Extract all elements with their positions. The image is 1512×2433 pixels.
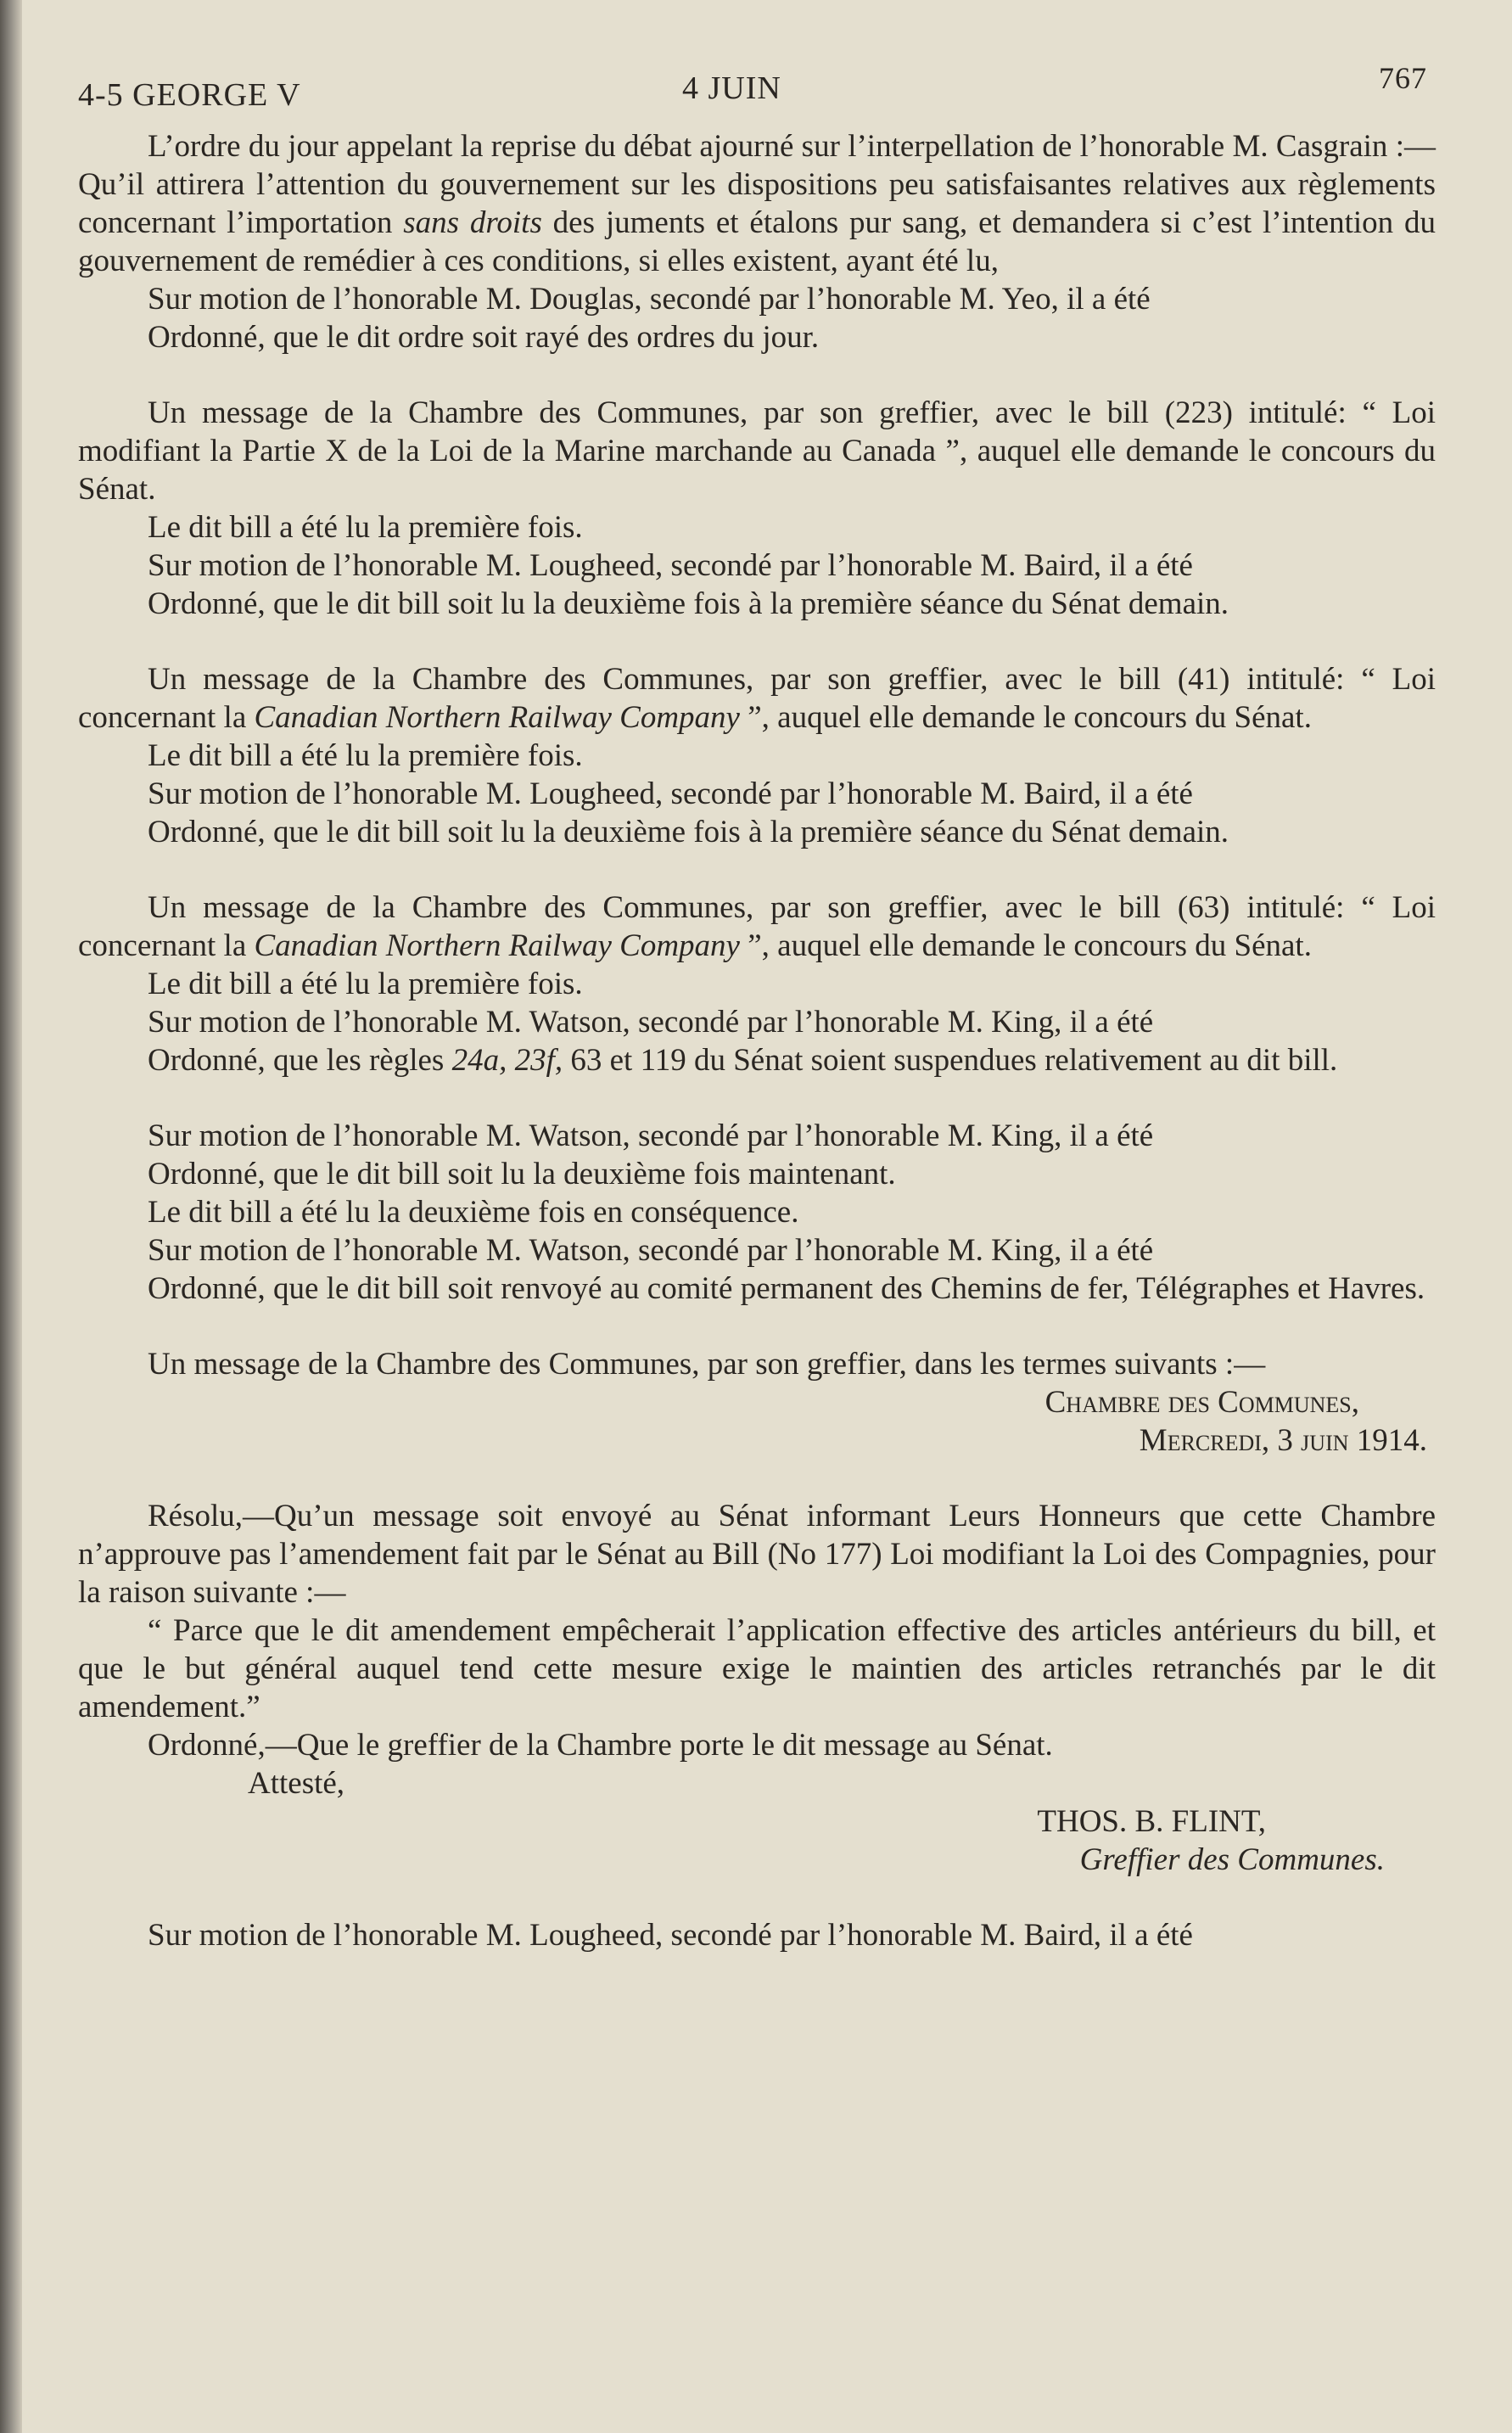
second-reading-line: Le dit bill a été lu la deuxième fois en conséquence.	[148, 1195, 799, 1230]
italic-text: sans droits	[403, 205, 542, 240]
message-bill-63	[78, 889, 1436, 965]
signature-block	[78, 1802, 1436, 1879]
message-date	[78, 1421, 1436, 1460]
motion-line: Sur motion de l’honorable M. Lougheed, secondé par l’honorable M. Baird, il a été	[148, 1918, 1193, 1953]
message-intro: Un message de la Chambre des Communes, par son greffier, dans les termes suivants :—	[148, 1347, 1266, 1382]
text: ”, auquel elle demande le concours du Sénat.	[739, 700, 1312, 735]
motion-line: Sur motion de l’honorable M. Lougheed, secondé par l’honorable M. Baird, il a été	[148, 776, 1193, 811]
motion-line: Sur motion de l’honorable M. Watson, secondé par l’honorable M. King, il a été	[148, 1233, 1154, 1268]
order-line	[78, 1041, 1436, 1079]
message-origin: Chambre des Communes,	[1044, 1385, 1359, 1420]
order-line: Ordonné, que le dit ordre soit rayé des ordres du jour.	[148, 320, 820, 355]
text: Un message de la Chambre des Communes, par son greffier, avec le bill (63) intitulé: “ Loi concernant la	[78, 890, 1436, 963]
signatory-title: Greffier des Communes.	[1079, 1842, 1385, 1877]
message-bill-41	[78, 660, 1436, 737]
order-line: Ordonné, que le dit bill soit lu la deuxième fois à la première séance du Sénat demain.	[148, 815, 1229, 849]
page-number: 767	[1379, 61, 1427, 95]
italic-text: Canadian Northern Railway Company	[254, 928, 740, 963]
page-header	[78, 59, 1436, 127]
order-line: Ordonné, que le dit bill soit lu la deuxième fois à la première séance du Sénat demain.	[148, 586, 1229, 621]
first-reading-line: Le dit bill a été lu la première fois.	[148, 967, 583, 1001]
signatory-name: THOS. B. FLINT,	[1037, 1804, 1266, 1839]
text: L’ordre du jour appelant la reprise du débat ajourné sur l’interpellation de l’honorable M. Casgrain :—Qu’il attirera l’attention du gouvernement sur les dispositions peu satisfaisantes relatives aux règlements concernant l’importation	[78, 129, 1436, 240]
motion-line: Sur motion de l’honorable M. Lougheed, secondé par l’honorable M. Baird, il a été	[148, 548, 1193, 583]
header-session: 4-5 GEORGE V	[78, 77, 301, 113]
motion-line: Sur motion de l’honorable M. Watson, secondé par l’honorable M. King, il a été	[148, 1118, 1154, 1153]
text: des juments et étalons pur sang, et demandera si c’est l’intention du gouvernement de remédier à ces conditions, si elles existent, ayant été lu,	[78, 205, 1436, 278]
order-line: Ordonné,—Que le greffier de la Chambre porte le dit message au Sénat.	[148, 1728, 1053, 1763]
first-reading-line: Le dit bill a été lu la première fois.	[148, 510, 583, 545]
attestation: Attesté,	[248, 1766, 345, 1801]
motion-line: Sur motion de l’honorable M. Watson, secondé par l’honorable M. King, il a été	[148, 1005, 1154, 1040]
motion-line: Sur motion de l’honorable M. Douglas, secondé par l’honorable M. Yeo, il a été	[148, 282, 1151, 317]
binding-gutter	[0, 0, 22, 2433]
document-page	[78, 59, 1436, 1954]
text: Ordonné, que les règles	[148, 1043, 452, 1078]
order-line: Ordonné, que le dit bill soit lu la deuxième fois maintenant.	[148, 1157, 896, 1191]
header-date: 4 JUIN	[682, 70, 781, 106]
message-bill-223: Un message de la Chambre des Communes, par son greffier, avec le bill (223) intitulé: “ Loi modifiant la Partie X de la Loi de la Marine marchande au Canada ”, auquel elle demande le concours du Sénat.	[78, 395, 1436, 507]
text: Mercredi, 3 juin 1914.	[1139, 1423, 1427, 1458]
text: ”, auquel elle demande le concours du Sénat.	[739, 928, 1312, 963]
first-reading-line: Le dit bill a été lu la première fois.	[148, 738, 583, 773]
text: Un message de la Chambre des Communes, par son greffier, avec le bill (41) intitulé: “ Loi concernant la	[78, 662, 1436, 735]
italic-text: 24a, 23f,	[451, 1043, 563, 1078]
italic-text: Canadian Northern Railway Company	[254, 700, 740, 735]
quoted-reason: “ Parce que le dit amendement empêcherait l’application effective des articles antérieurs du bill, et que le but général auquel tend cette mesure exige le maintien des articles retranchés par le dit amendement.”	[78, 1613, 1436, 1724]
order-line: Ordonné, que le dit bill soit renvoyé au comité permanent des Chemins de fer, Télégraphes et Havres.	[148, 1271, 1425, 1306]
text: 63 et 119 du Sénat soient suspendues relativement au dit bill.	[563, 1043, 1338, 1078]
resolution-paragraph: Résolu,—Qu’un message soit envoyé au Sénat informant Leurs Honneurs que cette Chambre n’approuve pas l’amendement fait par le Sénat au Bill (No 177) Loi modifiant la Loi des Compagnies, pour la raison suivante :—	[78, 1499, 1436, 1610]
order-of-day-paragraph	[78, 127, 1436, 280]
